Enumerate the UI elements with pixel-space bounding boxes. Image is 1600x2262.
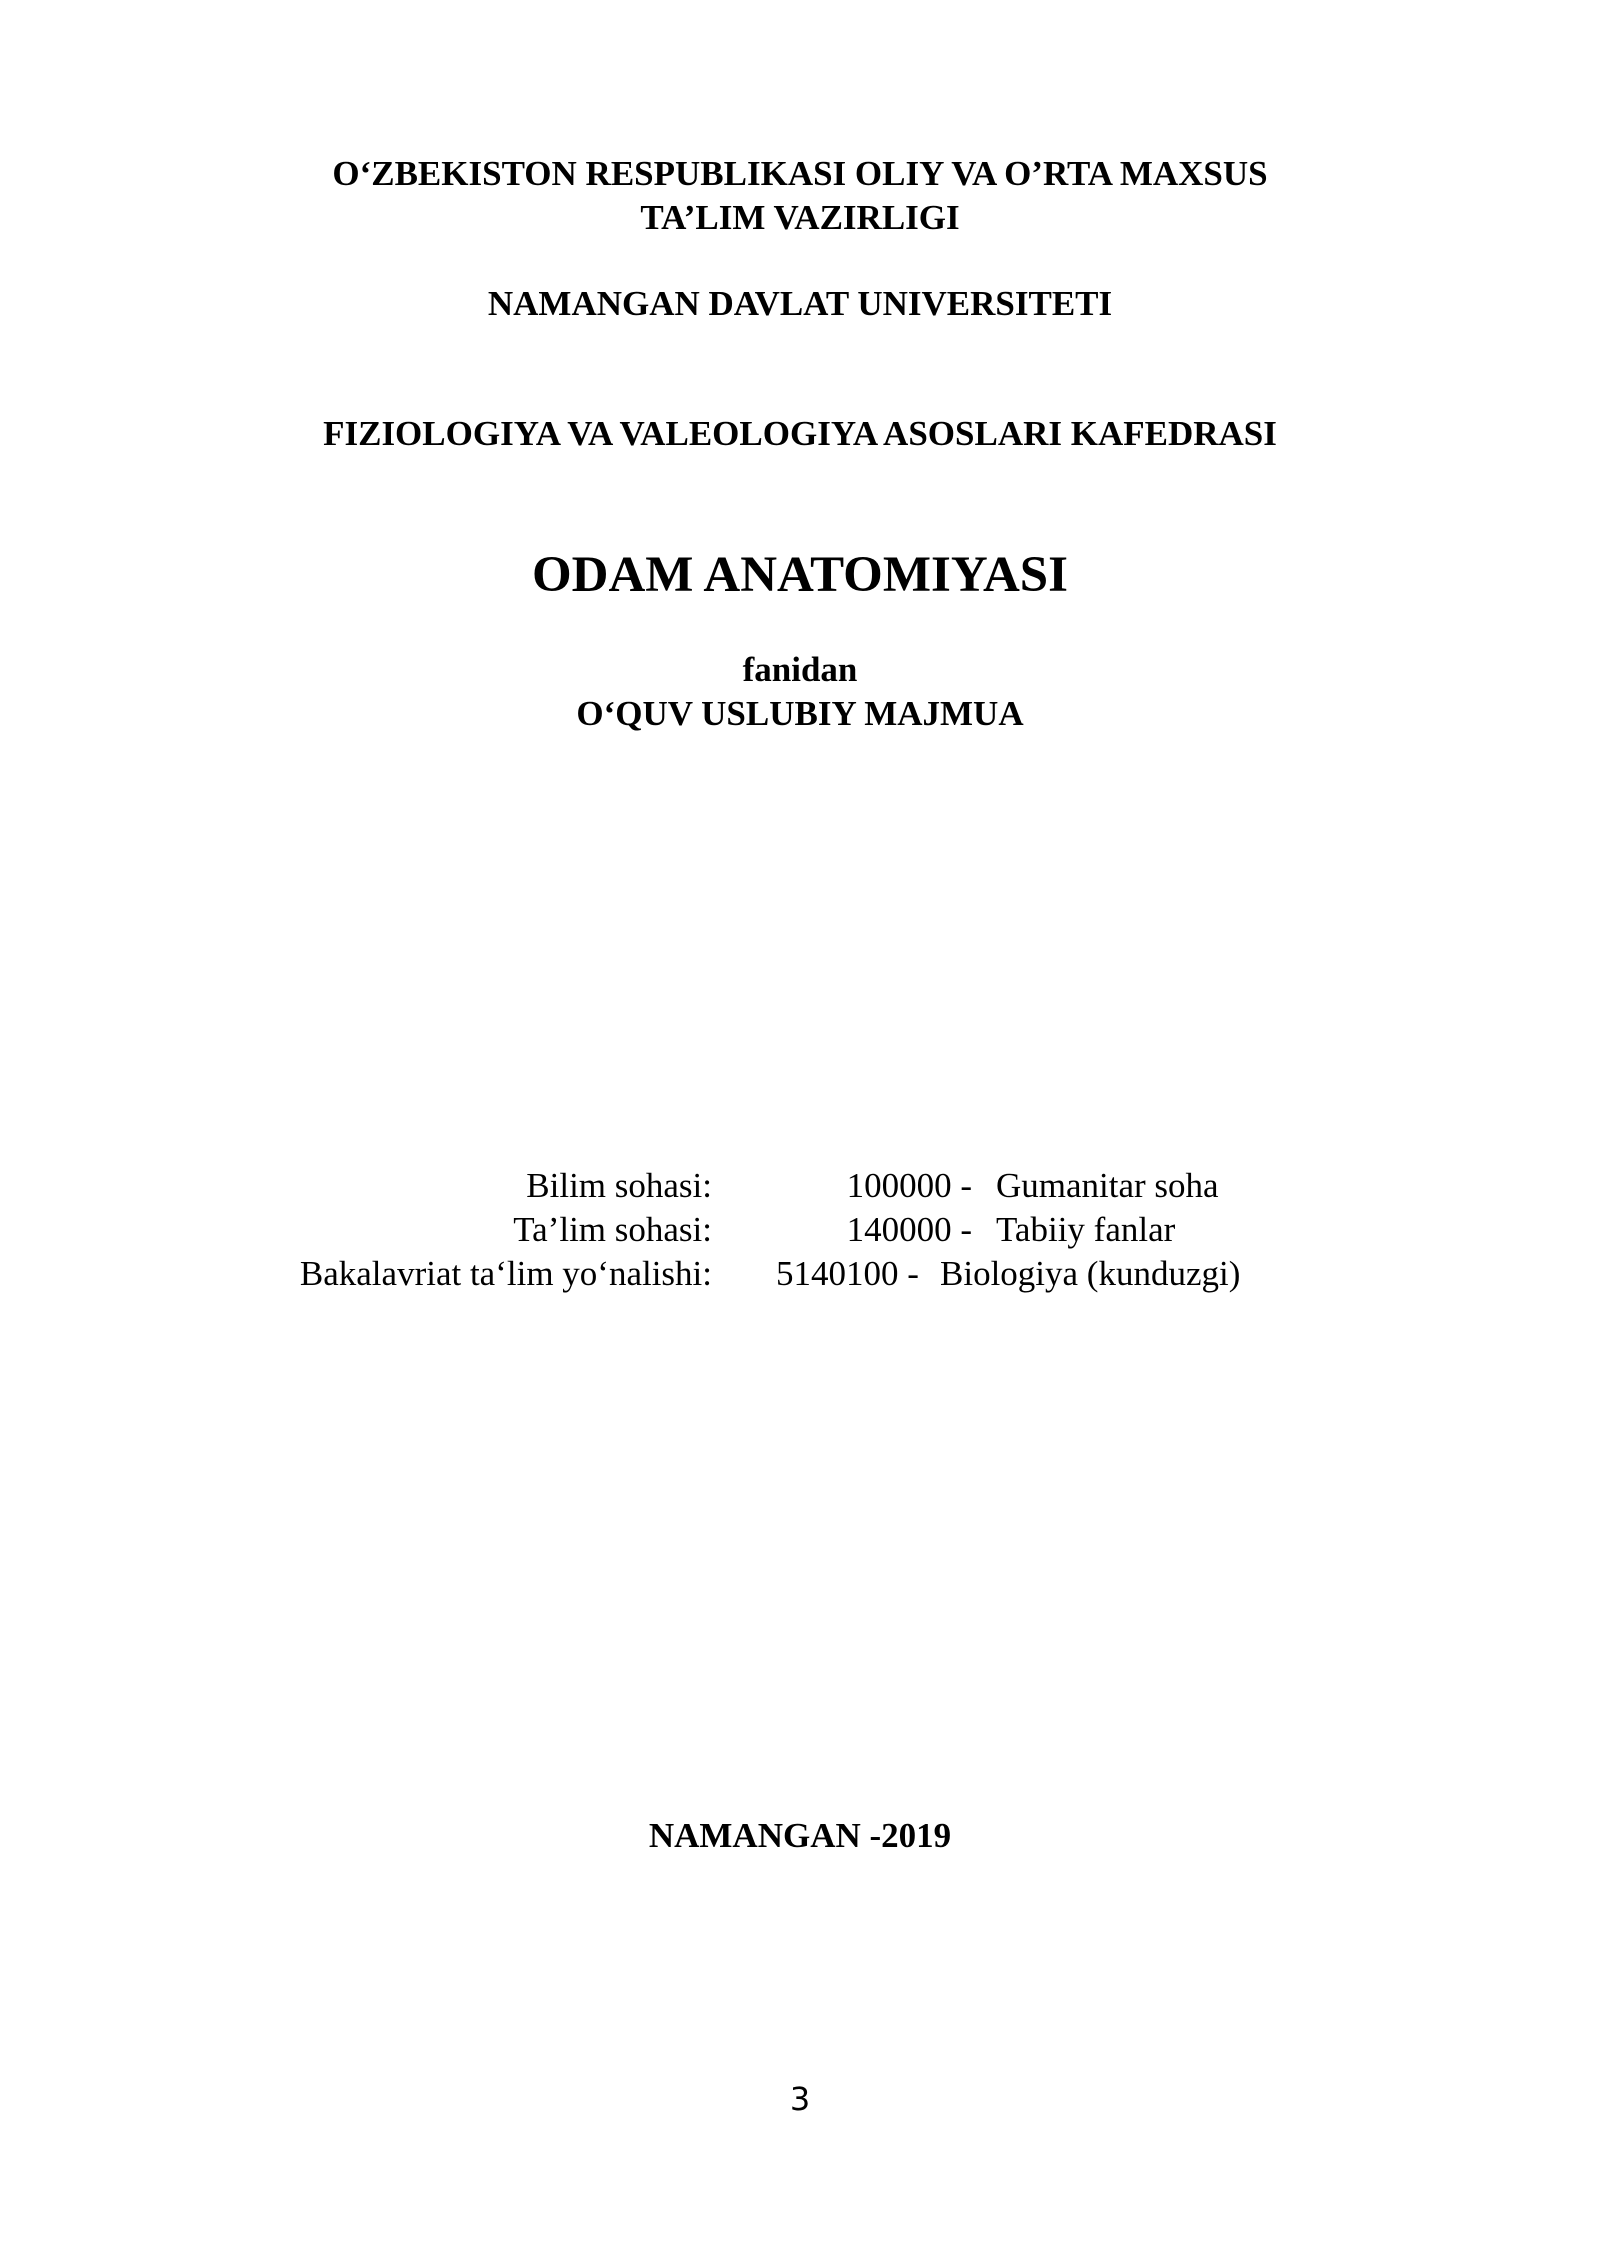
info-row-bilim bbox=[0, 1164, 1600, 1208]
info-row-bakalavriat bbox=[0, 1252, 1600, 1296]
subject-title: ODAM ANATOMIYASI bbox=[531, 547, 1069, 603]
info-value: Gumanitar soha bbox=[996, 1166, 1219, 1205]
subtitle-complex: O‘QUV USLUBIY MAJMUA bbox=[576, 694, 1024, 733]
city-year: NAMANGAN -2019 bbox=[648, 1816, 952, 1855]
page-number: 3 bbox=[789, 2080, 811, 2118]
info-code: 100000 - bbox=[846, 1166, 972, 1205]
ministry-title-line2: TA’LIM VAZIRLIGI bbox=[640, 198, 960, 237]
ministry-title-line1: O‘ZBEKISTON RESPUBLIKASI OLIY VA O’RTA MAXSUS bbox=[332, 154, 1268, 193]
info-value: Biologiya (kunduzgi) bbox=[940, 1254, 1241, 1293]
university-name: NAMANGAN DAVLAT UNIVERSITETI bbox=[487, 284, 1113, 323]
info-row-talim bbox=[0, 1208, 1600, 1252]
education-info-table bbox=[0, 1164, 1600, 1296]
info-label: Bilim sohasi: bbox=[526, 1166, 712, 1205]
info-code: 140000 - bbox=[846, 1210, 972, 1249]
subtitle-fanidan: fanidan bbox=[742, 650, 858, 689]
info-value: Tabiiy fanlar bbox=[996, 1210, 1176, 1249]
info-code: 5140100 - bbox=[776, 1254, 919, 1293]
info-label: Bakalavriat ta‘lim yo‘nalishi: bbox=[299, 1254, 712, 1293]
info-label: Ta’lim sohasi: bbox=[513, 1210, 712, 1249]
department-name: FIZIOLOGIYA VA VALEOLOGIYA ASOSLARI KAFEDRASI bbox=[323, 414, 1277, 453]
